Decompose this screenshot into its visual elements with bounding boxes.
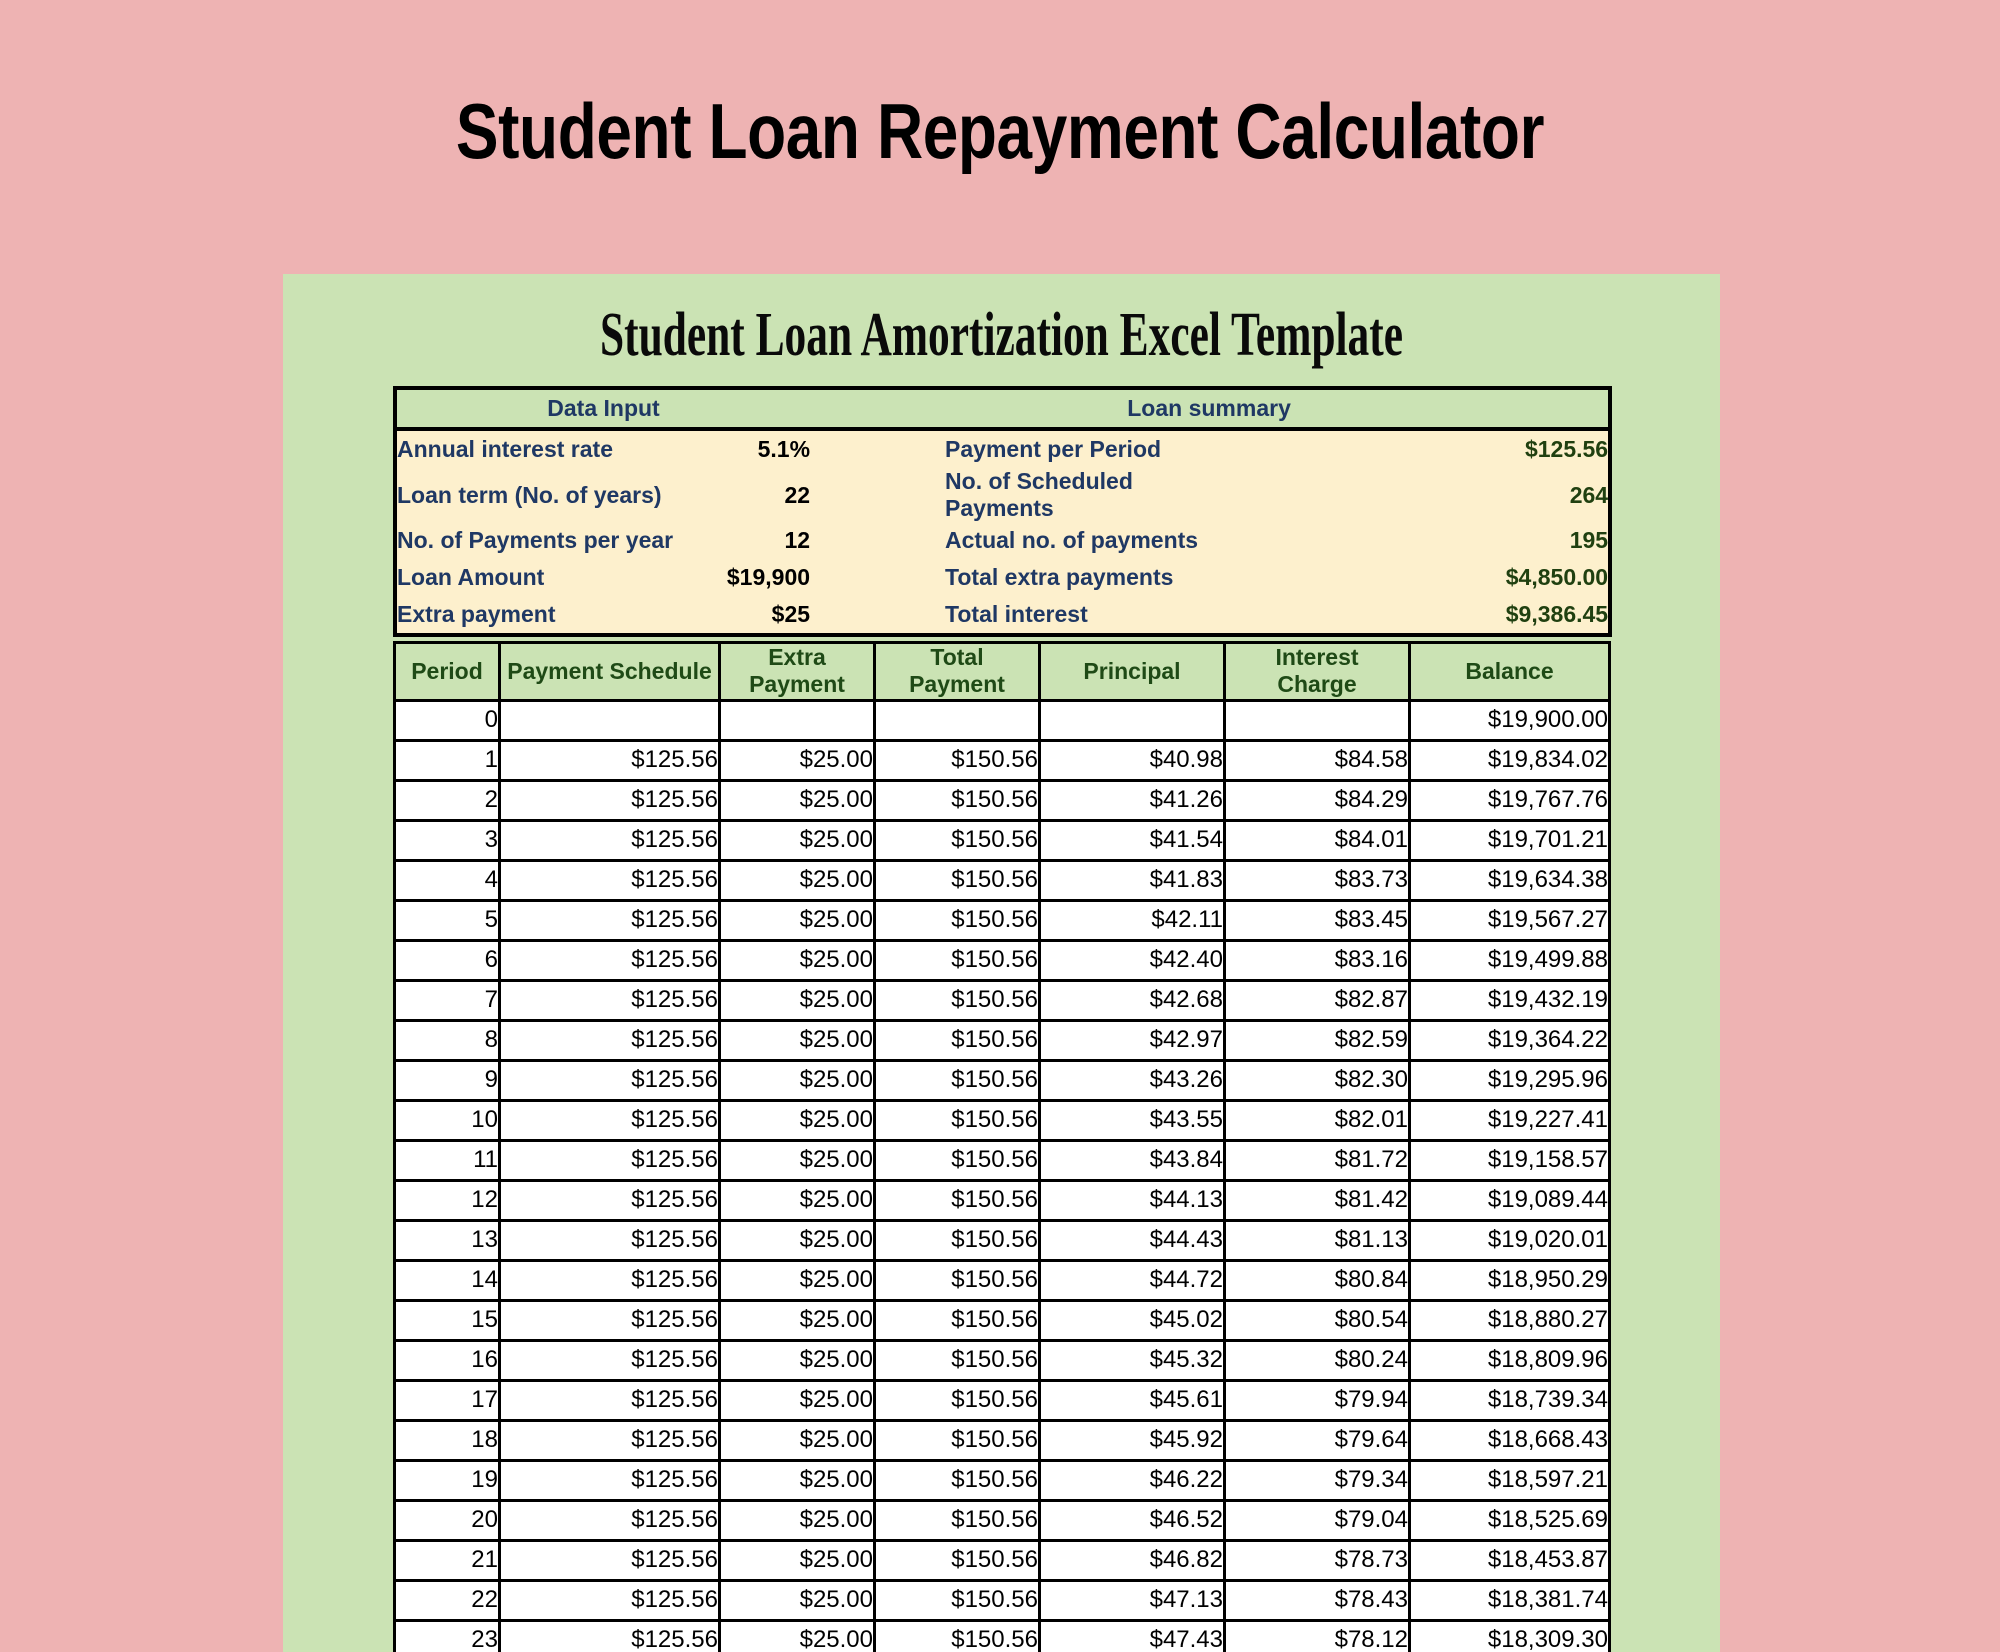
cell-r4-c6: $19,634.38 (1410, 860, 1610, 900)
cell-r14-c2: $25.00 (720, 1260, 875, 1300)
cell-r10-c6: $19,227.41 (1410, 1100, 1610, 1140)
cell-r17-c0: 17 (395, 1380, 500, 1420)
cell-r14-c6: $18,950.29 (1410, 1260, 1610, 1300)
summary-label-1: No. of Scheduled Payments (945, 468, 1225, 522)
cell-r11-c3: $150.56 (875, 1140, 1040, 1180)
amortization-header (395, 643, 1610, 700)
cell-r7-c0: 7 (395, 980, 500, 1020)
cell-r9-c2: $25.00 (720, 1060, 875, 1100)
summary-value-2: 195 (1225, 522, 1610, 559)
cell-r11-c1: $125.56 (500, 1140, 720, 1180)
cell-r2-c4: $41.26 (1040, 780, 1225, 820)
cell-r0-c1 (500, 700, 720, 740)
input-label-3: Loan Amount (395, 559, 675, 596)
amortization-header-row (395, 643, 1610, 700)
cell-r19-c4: $46.22 (1040, 1460, 1225, 1500)
cell-r8-c5: $82.59 (1225, 1020, 1410, 1060)
cell-r20-c5: $79.04 (1225, 1500, 1410, 1540)
table-row (395, 780, 1610, 820)
table-row (395, 700, 1610, 740)
cell-r11-c2: $25.00 (720, 1140, 875, 1180)
cell-r0-c5 (1225, 700, 1410, 740)
table-row (395, 1220, 1610, 1260)
cell-r17-c5: $79.94 (1225, 1380, 1410, 1420)
cell-r23-c1: $125.56 (500, 1620, 720, 1652)
cell-r10-c4: $43.55 (1040, 1100, 1225, 1140)
cell-r10-c5: $82.01 (1225, 1100, 1410, 1140)
table-row (395, 1460, 1610, 1500)
cell-r8-c3: $150.56 (875, 1020, 1040, 1060)
input-label-2: No. of Payments per year (395, 522, 675, 559)
summary-row (395, 468, 1610, 522)
table-row (395, 1580, 1610, 1620)
input-value-3[interactable]: $19,900 (675, 559, 810, 596)
cell-r23-c4: $47.43 (1040, 1620, 1225, 1652)
cell-r10-c2: $25.00 (720, 1100, 875, 1140)
column-header-5[interactable]: Interest Charge (1225, 643, 1410, 700)
cell-r15-c0: 15 (395, 1300, 500, 1340)
cell-r16-c2: $25.00 (720, 1340, 875, 1380)
cell-r7-c6: $19,432.19 (1410, 980, 1610, 1020)
cell-r7-c3: $150.56 (875, 980, 1040, 1020)
summary-label-2: Actual no. of payments (945, 522, 1225, 559)
table-row (395, 980, 1610, 1020)
cell-r20-c2: $25.00 (720, 1500, 875, 1540)
cell-r17-c4: $45.61 (1040, 1380, 1225, 1420)
cell-r1-c4: $40.98 (1040, 740, 1225, 780)
cell-r18-c3: $150.56 (875, 1420, 1040, 1460)
cell-r12-c2: $25.00 (720, 1180, 875, 1220)
cell-r2-c1: $125.56 (500, 780, 720, 820)
summary-row (395, 559, 1610, 596)
table-row (395, 1620, 1610, 1652)
cell-r12-c3: $150.56 (875, 1180, 1040, 1220)
cell-r6-c3: $150.56 (875, 940, 1040, 980)
cell-r14-c1: $125.56 (500, 1260, 720, 1300)
cell-r23-c2: $25.00 (720, 1620, 875, 1652)
cell-r1-c3: $150.56 (875, 740, 1040, 780)
cell-r12-c4: $44.13 (1040, 1180, 1225, 1220)
table-row (395, 940, 1610, 980)
input-value-4[interactable]: $25 (675, 596, 810, 635)
cell-r15-c3: $150.56 (875, 1300, 1040, 1340)
input-value-0[interactable]: 5.1% (675, 429, 810, 468)
cell-r10-c0: 10 (395, 1100, 500, 1140)
cell-r20-c3: $150.56 (875, 1500, 1040, 1540)
table-row (395, 1140, 1610, 1180)
table-row (395, 1020, 1610, 1060)
summary-value-1: 264 (1225, 468, 1610, 522)
summary-label-3: Total extra payments (945, 559, 1225, 596)
cell-r9-c6: $19,295.96 (1410, 1060, 1610, 1100)
cell-r0-c6: $19,900.00 (1410, 700, 1610, 740)
cell-r9-c3: $150.56 (875, 1060, 1040, 1100)
cell-r4-c2: $25.00 (720, 860, 875, 900)
cell-r9-c5: $82.30 (1225, 1060, 1410, 1100)
summary-label-4: Total interest (945, 596, 1225, 635)
input-value-2[interactable]: 12 (675, 522, 810, 559)
cell-r15-c2: $25.00 (720, 1300, 875, 1340)
cell-r5-c3: $150.56 (875, 900, 1040, 940)
cell-r19-c2: $25.00 (720, 1460, 875, 1500)
cell-r21-c3: $150.56 (875, 1540, 1040, 1580)
cell-r13-c4: $44.43 (1040, 1220, 1225, 1260)
cell-r0-c3 (875, 700, 1040, 740)
cell-r5-c6: $19,567.27 (1410, 900, 1610, 940)
cell-r21-c0: 21 (395, 1540, 500, 1580)
cell-r16-c3: $150.56 (875, 1340, 1040, 1380)
cell-r20-c1: $125.56 (500, 1500, 720, 1540)
cell-r11-c4: $43.84 (1040, 1140, 1225, 1180)
cell-r17-c2: $25.00 (720, 1380, 875, 1420)
table-row (395, 1100, 1610, 1140)
cell-r7-c1: $125.56 (500, 980, 720, 1020)
cell-r12-c6: $19,089.44 (1410, 1180, 1610, 1220)
cell-r16-c1: $125.56 (500, 1340, 720, 1380)
cell-r12-c5: $81.42 (1225, 1180, 1410, 1220)
cell-r8-c2: $25.00 (720, 1020, 875, 1060)
summary-table (393, 386, 1612, 637)
spreadsheet-area (393, 386, 1608, 1652)
cell-r5-c2: $25.00 (720, 900, 875, 940)
table-row (395, 1180, 1610, 1220)
cell-r4-c5: $83.73 (1225, 860, 1410, 900)
cell-r5-c4: $42.11 (1040, 900, 1225, 940)
cell-r22-c4: $47.13 (1040, 1580, 1225, 1620)
cell-r17-c3: $150.56 (875, 1380, 1040, 1420)
cell-r19-c5: $79.34 (1225, 1460, 1410, 1500)
column-header-1[interactable]: Payment Schedule (500, 643, 720, 700)
cell-r14-c3: $150.56 (875, 1260, 1040, 1300)
cell-r8-c1: $125.56 (500, 1020, 720, 1060)
sheet-title: Student Loan Amortization Excel Template (600, 301, 1403, 370)
loan-summary-heading: Loan summary (810, 388, 1610, 429)
table-row (395, 860, 1610, 900)
cell-r18-c1: $125.56 (500, 1420, 720, 1460)
table-row (395, 1500, 1610, 1540)
cell-r14-c4: $44.72 (1040, 1260, 1225, 1300)
cell-r22-c2: $25.00 (720, 1580, 875, 1620)
table-row (395, 900, 1610, 940)
summary-row (395, 596, 1610, 635)
cell-r6-c2: $25.00 (720, 940, 875, 980)
cell-r15-c5: $80.54 (1225, 1300, 1410, 1340)
cell-r5-c1: $125.56 (500, 900, 720, 940)
cell-r1-c1: $125.56 (500, 740, 720, 780)
cell-r2-c3: $150.56 (875, 780, 1040, 820)
cell-r6-c1: $125.56 (500, 940, 720, 980)
cell-r15-c6: $18,880.27 (1410, 1300, 1610, 1340)
cell-r5-c0: 5 (395, 900, 500, 940)
cell-r22-c0: 22 (395, 1580, 500, 1620)
cell-r0-c2 (720, 700, 875, 740)
table-row (395, 1260, 1610, 1300)
cell-r18-c5: $79.64 (1225, 1420, 1410, 1460)
cell-r10-c3: $150.56 (875, 1100, 1040, 1140)
page-title: Student Loan Repayment Calculator (455, 87, 1545, 176)
cell-r12-c0: 12 (395, 1180, 500, 1220)
table-row (395, 740, 1610, 780)
column-header-0[interactable]: Period (395, 643, 500, 700)
cell-r21-c6: $18,453.87 (1410, 1540, 1610, 1580)
cell-r7-c2: $25.00 (720, 980, 875, 1020)
cell-r13-c2: $25.00 (720, 1220, 875, 1260)
cell-r6-c0: 6 (395, 940, 500, 980)
cell-r13-c5: $81.13 (1225, 1220, 1410, 1260)
cell-r21-c4: $46.82 (1040, 1540, 1225, 1580)
summary-value-3: $4,850.00 (1225, 559, 1610, 596)
cell-r23-c6: $18,309.30 (1410, 1620, 1610, 1652)
table-row (395, 1340, 1610, 1380)
cell-r0-c4 (1040, 700, 1225, 740)
cell-r9-c0: 9 (395, 1060, 500, 1100)
cell-r23-c0: 23 (395, 1620, 500, 1652)
cell-r18-c6: $18,668.43 (1410, 1420, 1610, 1460)
cell-r3-c2: $25.00 (720, 820, 875, 860)
data-input-heading: Data Input (395, 388, 810, 429)
cell-r16-c0: 16 (395, 1340, 500, 1380)
cell-r16-c5: $80.24 (1225, 1340, 1410, 1380)
cell-r18-c0: 18 (395, 1420, 500, 1460)
table-row (395, 820, 1610, 860)
cell-r13-c6: $19,020.01 (1410, 1220, 1610, 1260)
cell-r14-c0: 14 (395, 1260, 500, 1300)
input-value-1[interactable]: 22 (675, 468, 810, 522)
cell-r3-c5: $84.01 (1225, 820, 1410, 860)
cell-r15-c1: $125.56 (500, 1300, 720, 1340)
cell-r4-c4: $41.83 (1040, 860, 1225, 900)
input-label-4: Extra payment (395, 596, 675, 635)
cell-r18-c2: $25.00 (720, 1420, 875, 1460)
cell-r1-c6: $19,834.02 (1410, 740, 1610, 780)
cell-r17-c1: $125.56 (500, 1380, 720, 1420)
cell-r19-c6: $18,597.21 (1410, 1460, 1610, 1500)
cell-r21-c5: $78.73 (1225, 1540, 1410, 1580)
cell-r2-c2: $25.00 (720, 780, 875, 820)
cell-r10-c1: $125.56 (500, 1100, 720, 1140)
amortization-table (393, 641, 1611, 1652)
cell-r15-c4: $45.02 (1040, 1300, 1225, 1340)
cell-r2-c6: $19,767.76 (1410, 780, 1610, 820)
cell-r21-c1: $125.56 (500, 1540, 720, 1580)
summary-row (395, 522, 1610, 559)
cell-r6-c6: $19,499.88 (1410, 940, 1610, 980)
cell-r8-c0: 8 (395, 1020, 500, 1060)
table-row (395, 1380, 1610, 1420)
cell-r13-c1: $125.56 (500, 1220, 720, 1260)
cell-r3-c0: 3 (395, 820, 500, 860)
cell-r0-c0: 0 (395, 700, 500, 740)
cell-r23-c5: $78.12 (1225, 1620, 1410, 1652)
cell-r4-c1: $125.56 (500, 860, 720, 900)
cell-r8-c6: $19,364.22 (1410, 1020, 1610, 1060)
cell-r11-c5: $81.72 (1225, 1140, 1410, 1180)
cell-r20-c0: 20 (395, 1500, 500, 1540)
cell-r16-c6: $18,809.96 (1410, 1340, 1610, 1380)
cell-r2-c5: $84.29 (1225, 780, 1410, 820)
spreadsheet-panel (283, 274, 1720, 1652)
cell-r16-c4: $45.32 (1040, 1340, 1225, 1380)
input-label-0: Annual interest rate (395, 429, 675, 468)
cell-r13-c0: 13 (395, 1220, 500, 1260)
cell-r7-c5: $82.87 (1225, 980, 1410, 1020)
cell-r4-c3: $150.56 (875, 860, 1040, 900)
cell-r12-c1: $125.56 (500, 1180, 720, 1220)
cell-r5-c5: $83.45 (1225, 900, 1410, 940)
cell-r11-c6: $19,158.57 (1410, 1140, 1610, 1180)
cell-r20-c6: $18,525.69 (1410, 1500, 1610, 1540)
cell-r14-c5: $80.84 (1225, 1260, 1410, 1300)
column-header-6[interactable]: Balance (1410, 643, 1610, 700)
cell-r2-c0: 2 (395, 780, 500, 820)
table-row (395, 1300, 1610, 1340)
table-row (395, 1540, 1610, 1580)
summary-row (395, 429, 1610, 468)
cell-r1-c5: $84.58 (1225, 740, 1410, 780)
summary-label-0: Payment per Period (945, 429, 1225, 468)
cell-r21-c2: $25.00 (720, 1540, 875, 1580)
cell-r9-c1: $125.56 (500, 1060, 720, 1100)
cell-r17-c6: $18,739.34 (1410, 1380, 1610, 1420)
cell-r7-c4: $42.68 (1040, 980, 1225, 1020)
input-label-1: Loan term (No. of years) (395, 468, 675, 522)
cell-r22-c6: $18,381.74 (1410, 1580, 1610, 1620)
cell-r6-c4: $42.40 (1040, 940, 1225, 980)
cell-r23-c3: $150.56 (875, 1620, 1040, 1652)
cell-r19-c3: $150.56 (875, 1460, 1040, 1500)
cell-r9-c4: $43.26 (1040, 1060, 1225, 1100)
summary-value-0: $125.56 (1225, 429, 1610, 468)
cell-r22-c3: $150.56 (875, 1580, 1040, 1620)
cell-r19-c1: $125.56 (500, 1460, 720, 1500)
cell-r1-c0: 1 (395, 740, 500, 780)
summary-value-4: $9,386.45 (1225, 596, 1610, 635)
column-header-3[interactable]: Total Payment (875, 643, 1040, 700)
cell-r22-c5: $78.43 (1225, 1580, 1410, 1620)
summary-heading-row (395, 388, 1610, 429)
cell-r1-c2: $25.00 (720, 740, 875, 780)
cell-r6-c5: $83.16 (1225, 940, 1410, 980)
cell-r4-c0: 4 (395, 860, 500, 900)
cell-r8-c4: $42.97 (1040, 1020, 1225, 1060)
cell-r3-c4: $41.54 (1040, 820, 1225, 860)
table-row (395, 1420, 1610, 1460)
cell-r11-c0: 11 (395, 1140, 500, 1180)
cell-r20-c4: $46.52 (1040, 1500, 1225, 1540)
cell-r3-c1: $125.56 (500, 820, 720, 860)
summary-body (395, 388, 1610, 635)
cell-r18-c4: $45.92 (1040, 1420, 1225, 1460)
cell-r3-c6: $19,701.21 (1410, 820, 1610, 860)
cell-r3-c3: $150.56 (875, 820, 1040, 860)
column-header-2[interactable]: Extra Payment (720, 643, 875, 700)
cell-r13-c3: $150.56 (875, 1220, 1040, 1260)
amortization-body (395, 700, 1610, 1652)
cell-r19-c0: 19 (395, 1460, 500, 1500)
cell-r22-c1: $125.56 (500, 1580, 720, 1620)
column-header-4[interactable]: Principal (1040, 643, 1225, 700)
table-row (395, 1060, 1610, 1100)
